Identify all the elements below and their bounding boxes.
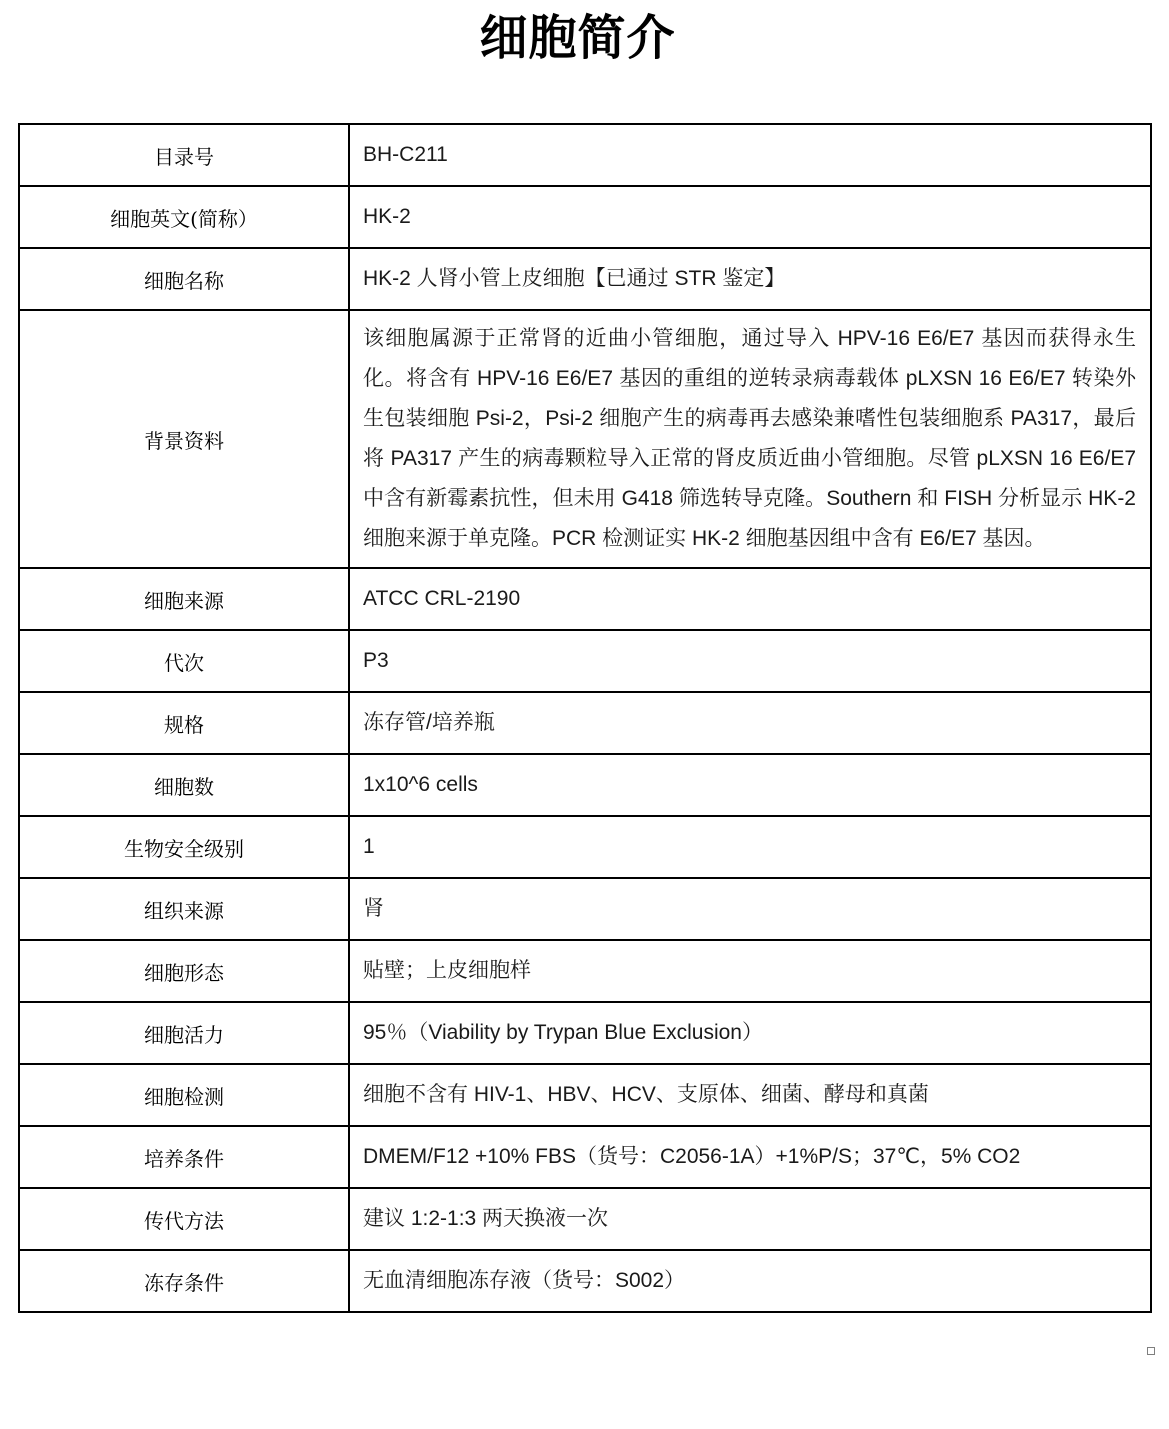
row-value: BH-C211	[349, 124, 1151, 186]
row-value: ATCC CRL-2190	[349, 568, 1151, 630]
table-row	[19, 940, 1151, 1002]
table-row	[19, 124, 1151, 186]
row-value: P3	[349, 630, 1151, 692]
table-row	[19, 754, 1151, 816]
cell-info-table	[18, 123, 1152, 1313]
row-value: 冻存管/培养瓶	[349, 692, 1151, 754]
row-value: 1x10^6 cells	[349, 754, 1151, 816]
row-label: 细胞形态	[19, 940, 349, 1002]
table-row	[19, 630, 1151, 692]
row-value: 该细胞属源于正常肾的近曲小管细胞，通过导入 HPV-16 E6/E7 基因而获得永生化。将含有 HPV-16 E6/E7 基因的重组的逆转录病毒载体 pLXSN 16 E6/E7 转染外生包装细胞 Psi-2，Psi-2 细胞产生的病毒再去感染兼嗜性包装细胞系 PA317，最后将 PA317 产生的病毒颗粒导入正常的肾皮质近曲小管细胞。尽管 pLXSN 16 E6/E7 中含有新霉素抗性，但未用 G418 筛选转导克隆。Southern 和 FISH 分析显示 HK-2 细胞来源于单克隆。PCR 检测证实 HK-2 细胞基因组中含有 E6/E7 基因。	[349, 310, 1151, 568]
row-value: 肾	[349, 878, 1151, 940]
table-row	[19, 1064, 1151, 1126]
row-label: 冻存条件	[19, 1250, 349, 1312]
table-row	[19, 1250, 1151, 1312]
row-label: 生物安全级别	[19, 816, 349, 878]
table-row	[19, 1002, 1151, 1064]
row-label: 细胞名称	[19, 248, 349, 310]
row-label: 传代方法	[19, 1188, 349, 1250]
row-label: 细胞英文(简称）	[19, 186, 349, 248]
row-label: 细胞来源	[19, 568, 349, 630]
row-label: 规格	[19, 692, 349, 754]
table-resize-handle[interactable]	[1147, 1347, 1155, 1355]
table-row	[19, 878, 1151, 940]
row-label: 背景资料	[19, 310, 349, 568]
table-row	[19, 568, 1151, 630]
table-row	[19, 186, 1151, 248]
row-value: 95％（Viability by Trypan Blue Exclusion）	[349, 1002, 1151, 1064]
row-value: DMEM/F12 +10% FBS（货号：C2056-1A）+1%P/S；37℃，5% CO2	[349, 1126, 1151, 1188]
table-row	[19, 1188, 1151, 1250]
row-label: 组织来源	[19, 878, 349, 940]
table-row	[19, 816, 1151, 878]
cell-info-table-body	[19, 124, 1151, 1312]
table-row	[19, 692, 1151, 754]
table-row	[19, 248, 1151, 310]
table-row	[19, 310, 1151, 568]
row-value: 无血清细胞冻存液（货号：S002）	[349, 1250, 1151, 1312]
row-label: 代次	[19, 630, 349, 692]
row-value: HK-2 人肾小管上皮细胞【已通过 STR 鉴定】	[349, 248, 1151, 310]
row-label: 细胞检测	[19, 1064, 349, 1126]
row-label: 培养条件	[19, 1126, 349, 1188]
table-row	[19, 1126, 1151, 1188]
row-label: 细胞数	[19, 754, 349, 816]
row-value: 细胞不含有 HIV-1、HBV、HCV、支原体、细菌、酵母和真菌	[349, 1064, 1151, 1126]
row-label: 目录号	[19, 124, 349, 186]
row-value: 1	[349, 816, 1151, 878]
page-title: 细胞简介	[479, 10, 676, 66]
row-value: 建议 1:2-1:3 两天换液一次	[349, 1188, 1151, 1250]
row-label: 细胞活力	[19, 1002, 349, 1064]
row-value: HK-2	[349, 186, 1151, 248]
row-value: 贴壁；上皮细胞样	[349, 940, 1151, 1002]
